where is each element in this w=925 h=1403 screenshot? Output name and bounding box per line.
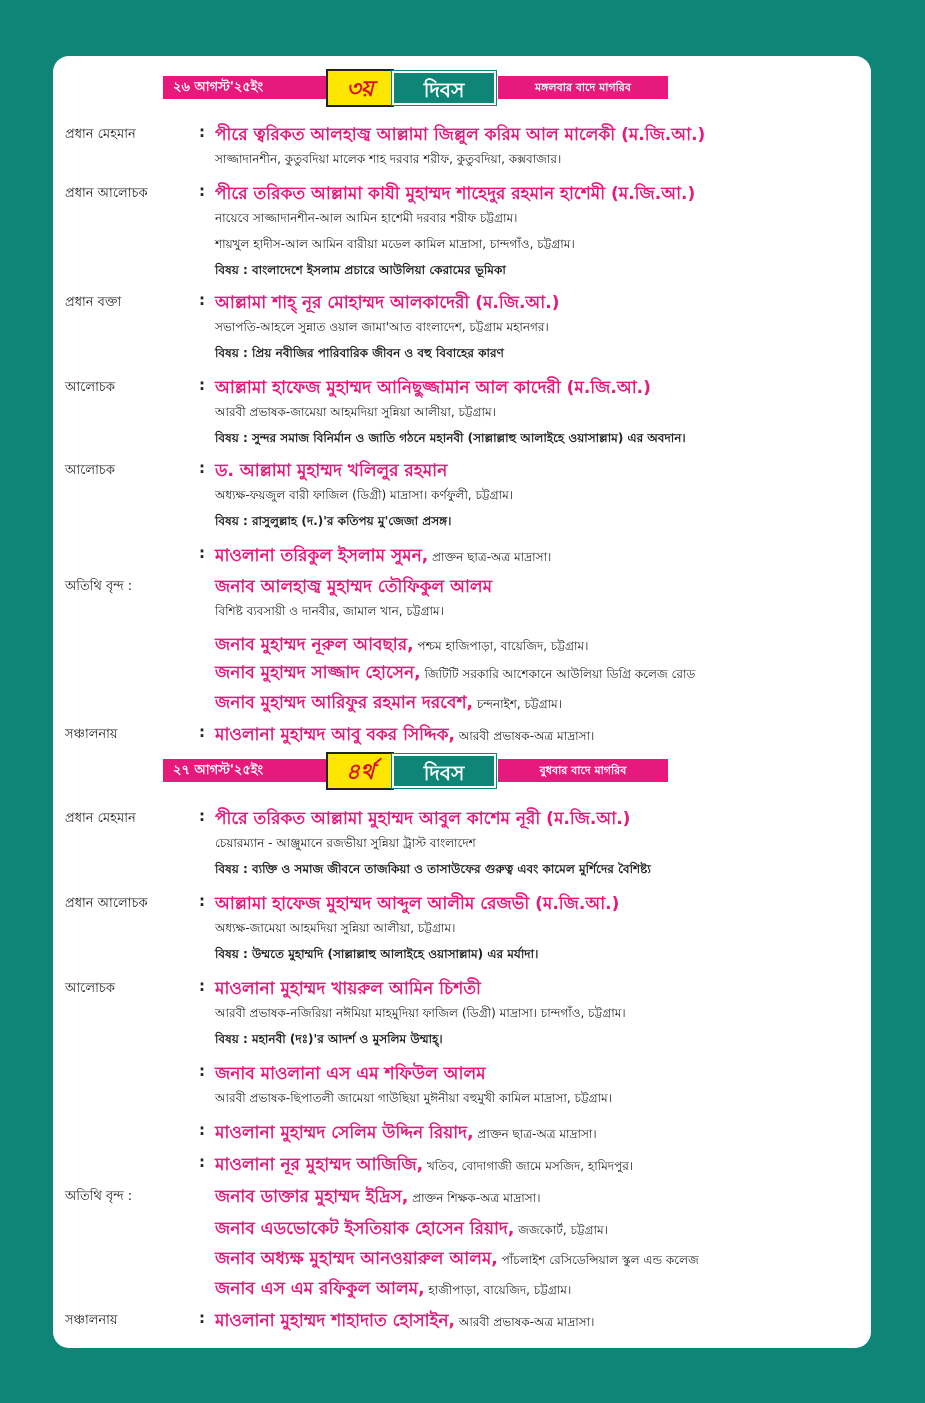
speaker-detail: প্রাক্তন শিক্ষক-অত্র মাদ্রাসা। (408, 1191, 541, 1205)
speaker-name: পীরে তরিকত আল্লামা কাযী মুহাম্মদ শাহেদুর রহমান হাশেমী (ম.জি.আ.) (215, 184, 696, 204)
topic-line (215, 1031, 443, 1051)
speaker-name: জনাব অধ্যক্ষ মুহাম্মদ আনওয়ারুল আলম, পাঁচলাইশ রেসিডেন্সিয়াল স্কুল এন্ড কলেজ (215, 1249, 699, 1269)
topic-text: ব্যক্তি ও সমাজ জীবনে তাজকিয়া ও তাসাউফের গুরুত্ব এবং কামেল মুর্শিদের বৈশিষ্ট্য (251, 862, 651, 876)
speaker-name: মাওলানা তরিকুল ইসলাম সুমন, প্রাক্তন ছাত্র-অত্র মাদ্রাসা। (215, 546, 552, 566)
speaker-name: মাওলানা মুহাম্মদ শাহাদাত হোসাইন, আরবী প্রভাষক-অত্র মাদ্রাসা। (215, 1311, 595, 1331)
detail-line: আরবী প্রভাষক-নজিরিয়া নঈমিয়া মাহমুদিয়া ফাজিল (ডিগ্রী) মাদ্রাসা। চান্দগাঁও, চট্টগ্রাম। (215, 1006, 626, 1020)
speaker-name: আল্লামা হাফেজ মুহাম্মদ আনিছুজ্জামান আল কাদেরী (ম.জি.আ.) (215, 378, 651, 398)
speaker-detail: প্রাক্তন ছাত্র-অত্র মাদ্রাসা। (473, 1127, 597, 1141)
detail-line: অধ্যক্ষ-ফয়জুল বারী ফাজিল (ডিগ্রী) মাদ্রাসা। কর্ণফুলী, চট্টগ্রাম। (215, 488, 514, 502)
program-role: অতিথি বৃন্দ : (65, 579, 133, 594)
program-role: প্রধান আলোচক (65, 896, 148, 911)
speaker-name: জনাব এস এম রফিকুল আলম, হাজীপাড়া, বায়েজিদ, চট্টগ্রাম। (215, 1279, 572, 1299)
topic-label: বিষয় : (215, 263, 252, 277)
topic-label: বিষয় : (215, 514, 252, 528)
speaker-name: জনাব মুহাম্মদ নূরুল আবছার, পশ্চম হাজিপাড়া, বায়েজিদ, চট্টগ্রাম। (215, 635, 589, 655)
speaker-name: ড. আল্লামা মুহাম্মদ খলিলুর রহমান (215, 461, 448, 481)
topic-line (215, 262, 506, 282)
program-role: অতিথি বৃন্দ : (65, 1189, 133, 1204)
speaker-name: পীরে ত্বরিকত আলহাজ্ব আল্লামা জিল্লুল করিম আল মালেকী (ম.জি.আ.) (215, 125, 706, 145)
detail-line: নায়েবে সাজ্জাদানশীন-আল আমিন হাশেমী দরবার শরীফ চট্টগ্রাম। (215, 211, 518, 225)
topic-text: উম্মতে মুহাম্মদি (সাল্লাল্লাহু আলাইহে ওয়াসাল্লাম) এর মর্যাদা। (251, 947, 539, 961)
speaker-detail: আরবী প্রভাষক-অত্র মাদ্রাসা। (454, 729, 595, 743)
speaker-name: জনাব আলহাজ্ব মুহাম্মদ তৌফিকুল আলম (215, 577, 493, 597)
day4-banner (163, 756, 663, 786)
speaker-name: জনাব এডভোকেট ইসতিয়াক হোসেন রিয়াদ, জজকোর্ট, চট্টগ্রাম। (215, 1219, 608, 1239)
topic-text: সুন্দর সমাজ বিনির্মান ও জাতি গঠনে মহানবী (সাল্লাল্লাহু আলাইহে ওয়াসাল্লাম) এর অবদান। (251, 431, 686, 445)
speaker-name: আল্লামা শাহ্ নূর মোহাম্মদ আলকাদেরী (ম.জি.আ.) (215, 293, 560, 313)
colon-separator: : (199, 1309, 205, 1327)
topic-label: বিষয় : (215, 862, 252, 876)
topic-line (215, 513, 451, 533)
speaker-name: মাওলানা নূর মুহাম্মদ আজিজি, খতিব, বোদাগাজী জামে মসজিদ, হামিদপুর। (215, 1155, 634, 1175)
speaker-name: জনাব মুহাম্মদ সাজ্জাদ হোসেন, জিটিটি সরকারি আশেকানে আউলিয়া ডিগ্রি কলেজ রোড (215, 663, 696, 683)
topic-text: রাসুলুল্লাহ (দ.)'র কতিপয় মু'জেজা প্রসঙ্গ। (251, 514, 452, 528)
topic-label: বিষয় : (215, 346, 252, 360)
speaker-name: জনাব মাওলানা এস এম শফিউল আলম (215, 1064, 486, 1084)
topic-text: প্রিয় নবীজির পারিবারিক জীবন ও বহু বিবাহের কারণ (251, 346, 504, 360)
speaker-name: পীরে তরিকত আল্লামা মুহাম্মদ আবুল কাশেম নূরী (ম.জি.আ.) (215, 809, 631, 829)
day4-date: ২৭ আগস্ট'২৫ইং (163, 759, 343, 782)
speaker-detail: পাঁচলাইশ রেসিডেন্সিয়াল স্কুল এন্ড কলেজ (497, 1253, 699, 1267)
day4-day-label: দিবস (392, 754, 496, 788)
colon-separator: : (199, 1153, 205, 1171)
speaker-detail: জিটিটি সরকারি আশেকানে আউলিয়া ডিগ্রি কলেজ রোড (420, 667, 696, 681)
colon-separator: : (199, 291, 205, 309)
colon-separator: : (199, 123, 205, 141)
colon-separator: : (199, 977, 205, 995)
speaker-detail: প্রাক্তন ছাত্র-অত্র মাদ্রাসা। (428, 550, 552, 564)
speaker-detail: আরবী প্রভাষক-অত্র মাদ্রাসা। (455, 1315, 595, 1329)
program-role: সঞ্চালনায় (65, 727, 118, 742)
speaker-name: মাওলানা মুহাম্মদ সেলিম উদ্দিন রিয়াদ, প্রাক্তন ছাত্র-অত্র মাদ্রাসা। (215, 1123, 597, 1143)
program-role: আলোচক (65, 380, 115, 395)
speaker-name: আল্লামা হাফেজ মুহাম্মদ আব্দুল আলীম রেজভী (ম.জি.আ.) (215, 894, 620, 914)
colon-separator: : (199, 544, 205, 562)
day3-date: ২৬ আগস্ট'২৫ইং (163, 76, 343, 99)
topic-label: বিষয় : (215, 1032, 252, 1046)
day3-banner (163, 73, 663, 103)
detail-line: সাজ্জাদানশীন, কুতুবদিয়া মালেক শাহ দরবার শরীফ, কুতুবদিয়া, কক্সবাজার। (215, 152, 562, 166)
speaker-name: মাওলানা মুহাম্মদ খায়রুল আমিন চিশতী (215, 979, 481, 999)
day4-time: বুধবার বাদে মাগরিব (498, 759, 668, 782)
detail-line: আরবী প্রভাষক-ছিপাতলী জামেয়া গাউছিয়া মুঈনীয়া বহুমুখী কামিল মাদ্রাসা, চট্টগ্রাম। (215, 1091, 613, 1105)
detail-line: অধ্যক্ষ-জামেয়া আহমদিয়া সুন্নিয়া আলীয়া, চট্টগ্রাম। (215, 921, 456, 935)
colon-separator: : (199, 892, 205, 910)
topic-line (215, 946, 538, 966)
detail-line: আরবী প্রভাষক-জামেয়া আহমদিয়া সুন্নিয়া আলীয়া, চট্টগ্রাম। (215, 405, 496, 419)
colon-separator: : (199, 459, 205, 477)
speaker-name: জনাব মুহাম্মদ আরিফুর রহমান দরবেশ, চন্দনাইশ, চট্টগ্রাম। (215, 693, 562, 713)
day3-ordinal: ৩য় (326, 69, 394, 107)
colon-separator: : (199, 182, 205, 200)
topic-label: বিষয় : (215, 431, 252, 445)
speaker-detail: পশ্চম হাজিপাড়া, বায়েজিদ, চট্টগ্রাম। (413, 639, 589, 653)
program-role: আলোচক (65, 463, 115, 478)
topic-line (215, 430, 686, 450)
program-role: প্রধান আলোচক (65, 186, 148, 201)
speaker-detail: জজকোর্ট, চট্টগ্রাম। (514, 1223, 608, 1237)
topic-text: মহানবী (দঃ)'র আদর্শ ও মুসলিম উম্মাহ্। (251, 1032, 443, 1046)
topic-text: বাংলাদেশে ইসলাম প্রচারে আউলিয়া কেরামের ভূমিকা (251, 263, 506, 277)
speaker-detail: হাজীপাড়া, বায়েজিদ, চট্টগ্রাম। (424, 1283, 572, 1297)
program-role: প্রধান বক্তা (65, 295, 122, 310)
day3-time: মঙ্গলবার বাদে মাগরিব (498, 76, 668, 99)
program-role: সঞ্চালনায় (65, 1313, 118, 1328)
detail-line: বিশিষ্ট ব্যবসায়ী ও দানবীর, জামাল খান, চট্টগ্রাম। (215, 604, 444, 618)
topic-label: বিষয় : (215, 947, 252, 961)
detail-line: শায়খুল হাদীস-আল আমিন বারীয়া মডেল কামিল মাদ্রাসা, চান্দগাঁও, চট্টগ্রাম। (215, 237, 575, 251)
speaker-name: জনাব ডাক্তার মুহাম্মদ ইদ্রিস, প্রাক্তন শিক্ষক-অত্র মাদ্রাসা। (215, 1187, 541, 1207)
program-role: প্রধান মেহমান (65, 811, 136, 826)
speaker-detail: চন্দনাইশ, চট্টগ্রাম। (473, 697, 562, 711)
colon-separator: : (199, 807, 205, 825)
program-role: আলোচক (65, 981, 115, 996)
speaker-detail: খতিব, বোদাগাজী জামে মসজিদ, হামিদপুর। (423, 1159, 634, 1173)
speaker-name: মাওলানা মুহাম্মদ আবু বকর সিদ্দিক, আরবী প্রভাষক-অত্র মাদ্রাসা। (215, 725, 595, 745)
colon-separator: : (199, 376, 205, 394)
colon-separator: : (199, 723, 205, 741)
day3-day-label: দিবস (392, 71, 496, 105)
topic-line (215, 345, 504, 365)
topic-line (215, 861, 651, 881)
program-role: প্রধান মেহমান (65, 127, 136, 142)
detail-line: চেয়ারম্যান - আঞ্জুমানে রজভীয়া সুন্নিয়া ট্রাস্ট বাংলাদেশ (215, 836, 476, 850)
colon-separator: : (199, 1062, 205, 1080)
detail-line: সভাপতি-আহলে সুন্নাত ওয়াল জামা'আত বাংলাদেশ, চট্টগ্রাম মহানগর। (215, 320, 549, 334)
colon-separator: : (199, 1121, 205, 1139)
day4-ordinal: ৪র্থ (326, 752, 394, 790)
